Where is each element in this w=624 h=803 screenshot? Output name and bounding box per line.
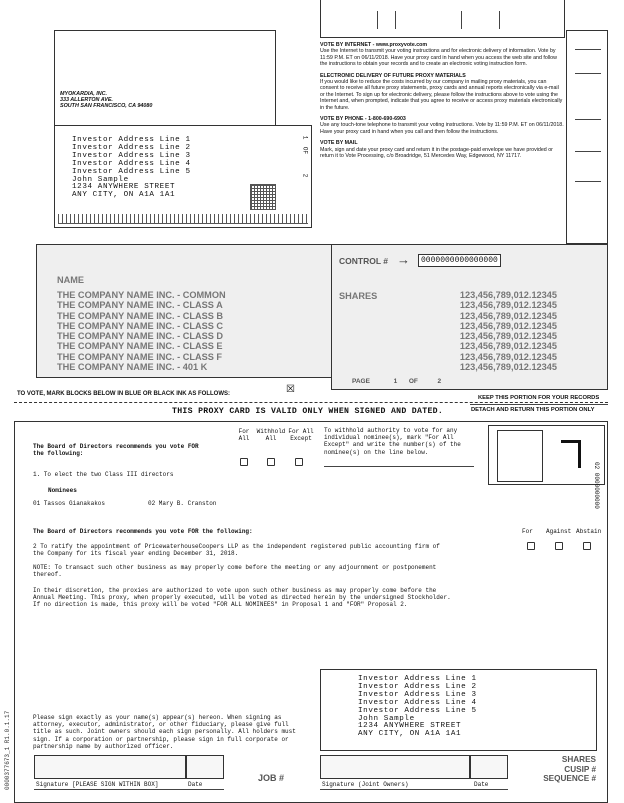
share-value: 123,456,789,012.12345 [459, 351, 557, 362]
sender-panel [54, 30, 276, 126]
grid-barcode [250, 184, 276, 210]
sender-name: MYOKARDIA, INC. [60, 91, 108, 97]
doc-code: 0000377673_1 R1.0.1.17 [4, 710, 11, 790]
page-of: OF [408, 378, 418, 385]
withhold-write-line[interactable] [324, 466, 474, 467]
detach-dashed-line [14, 402, 608, 403]
control-number: 0000000000000000 [418, 254, 501, 267]
valid-only-text: THIS PROXY CARD IS VALID ONLY WHEN SIGNED AND DATED. [172, 407, 444, 416]
signature-joint-box[interactable] [320, 755, 470, 779]
mail-body: Mark, sign and date your proxy card and return it in the postage-paid envelope we have provided or return it to Vote Processing, c/o Broadridge, 51 Mercedes Way, Edgewood, NY 11717. [320, 146, 553, 160]
keep-portion-text: KEEP THIS PORTION FOR YOUR RECORDS [478, 395, 600, 401]
nominees-label: Nominees [48, 487, 77, 494]
right-edge-panel [566, 30, 608, 244]
sequence-label: SEQUENCE # [543, 774, 596, 784]
investor-city: ANY CITY, ON A1A 1A1 [358, 730, 462, 739]
sign-instructions: Please sign exactly as your name(s) appear(s) hereon. When signing as attorney, executor, administrator, or other fiduciary, please give full title as such. Joint owners should each sign personally. All holders must sign. If a corporation or partnership, please sign in full corporate or partnership name by authorized officer. [33, 714, 296, 750]
nominee-1: 01 Tassos Gianakakos [33, 500, 106, 507]
company-name: THE COMPANY NAME INC. - CLASS C [57, 320, 224, 331]
share-value: 123,456,789,012.12345 [459, 310, 557, 321]
item-2-text: 2 To ratify the appointment of PricewaterhouseCoopers LLP as the independent registered public accounting firm of the Company for its fiscal year ending December 31, 2018. [33, 543, 440, 558]
mark-example-icon: ☒ [286, 384, 295, 395]
share-value: 123,456,789,012.12345 [459, 300, 557, 311]
signature-box[interactable] [34, 755, 186, 779]
sender-street: 333 ALLERTON AVE. [60, 97, 113, 104]
date-box[interactable] [186, 755, 224, 779]
internet-heading: VOTE BY INTERNET - www.proxyvote.com [320, 42, 428, 48]
item2-against-checkbox[interactable] [555, 542, 563, 550]
page-num: 1 [393, 378, 398, 385]
company-name: THE COMPANY NAME INC. - CLASS D [57, 331, 224, 342]
stub-name-header: NAME [57, 275, 85, 285]
shares-list [430, 290, 557, 372]
corner-mark-icon [561, 440, 581, 468]
detach-portion-text: DETACH AND RETURN THIS PORTION ONLY [471, 407, 595, 413]
mail-heading: VOTE BY MAIL [320, 140, 358, 147]
investor-street: 1234 ANYWHERE STREET [358, 722, 462, 731]
side-code: 02 0000000000 [593, 462, 600, 509]
page-total: 2 [437, 378, 442, 385]
ruler-ticks [58, 214, 308, 224]
share-value: 123,456,789,012.12345 [459, 341, 557, 352]
cusip-label: CUSIP # [564, 764, 596, 774]
detach-underline [470, 404, 608, 405]
envelope-page-total: 2 [301, 173, 309, 178]
date-label-2: Date [474, 781, 489, 788]
stub-page-indicator [352, 378, 441, 385]
company-name: THE COMPANY NAME INC. - 401 K [57, 362, 208, 373]
edelivery-heading: ELECTRONIC DELIVERY OF FUTURE PROXY MATERIALS [320, 72, 466, 79]
edelivery-body: If you would like to reduce the costs incurred by our company in mailing proxy materials, you can consent to receive all future proxy statements, proxy cards and annual reports electronically via e-mail or the Internet. To sign up for electronic delivery, please follow the instructions above to vote using the Internet and, when prompted, indicate that you agree to receive or access proxy materials electronically in the future. [320, 79, 563, 111]
investor-line: Investor Address Line 1 [72, 136, 191, 144]
for-all-checkbox[interactable] [240, 458, 248, 466]
barcode-box-top [320, 0, 565, 38]
shares-cusip-sequence [526, 755, 596, 784]
signature-joint-label: Signature (Joint Owners) [322, 781, 409, 788]
mark-instruction: TO VOTE, MARK BLOCKS BELOW IN BLUE OR BLACK INK AS FOLLOWS: [17, 391, 230, 397]
col-for-all-except: For All Except [288, 428, 314, 443]
investor-address-top [72, 137, 191, 200]
envelope-page-marks [300, 134, 310, 179]
withhold-instructions: To withhold authority to vote for any individual nominee(s), mark "For All Except" and write the number(s) of the nominee(s) on the line below. [324, 427, 461, 456]
col-withhold-all: Withhold All [256, 428, 286, 443]
investor-line: Investor Address Line 3 [358, 690, 477, 699]
board-rec-1: The Board of Directors recommends you vote FOR the following: [33, 443, 199, 458]
company-name: THE COMPANY NAME INC. - COMMON [57, 290, 226, 300]
board-rec-2: The Board of Directors recommends you vote FOR the following: [33, 528, 253, 535]
item2-for-checkbox[interactable] [527, 542, 535, 550]
envelope-page-num: 1 [301, 135, 309, 140]
sender-address [60, 91, 152, 110]
job-label: JOB # [258, 773, 285, 783]
investor-line: Investor Address Line 2 [72, 143, 191, 152]
investor-city: ANY CITY, ON A1A 1A1 [72, 191, 176, 200]
col-abstain: Abstain [576, 528, 602, 535]
signature-label: Signature [PLEASE SIGN WITHIN BOX] [36, 781, 159, 788]
share-value: 123,456,789,012.12345 [459, 362, 557, 373]
shares-label: SHARES [339, 291, 378, 301]
investor-address-bottom [358, 676, 477, 739]
investor-street: 1234 ANYWHERE STREET [72, 183, 176, 192]
investor-line: Investor Address Line 2 [358, 682, 477, 691]
voting-instructions [320, 42, 564, 160]
nominee-2: 02 Mary B. Cranston [148, 500, 217, 507]
item-1-text: 1. To elect the two Class III directors [33, 471, 174, 478]
investor-name: John Sample [72, 175, 129, 184]
for-all-except-checkbox[interactable] [295, 458, 303, 466]
note-text: NOTE: To transact such other business as may properly come before the meeting or any adjournment or postponement thereof. [33, 564, 437, 579]
phone-body: Use any touch-tone telephone to transmit your voting instructions. Vote by 11:59 P.M. ET on 06/11/2018. Have your proxy card in hand when you call and then follow the instructions. [320, 122, 564, 135]
control-label: CONTROL # [339, 256, 388, 266]
withhold-all-checkbox[interactable] [267, 458, 275, 466]
col-against: Against [546, 528, 572, 535]
item2-abstain-checkbox[interactable] [583, 542, 591, 550]
ballot-inner-frame [488, 425, 605, 485]
investor-line: Investor Address Line 5 [358, 706, 477, 715]
investor-name: John Sample [358, 714, 415, 723]
date-joint-box[interactable] [470, 755, 508, 779]
company-name: THE COMPANY NAME INC. - CLASS F [57, 351, 223, 362]
stub-company-list [57, 290, 226, 372]
investor-line: Investor Address Line 3 [72, 151, 191, 160]
share-value: 123,456,789,012.12345 [459, 290, 557, 300]
share-value: 123,456,789,012.12345 [459, 331, 557, 342]
company-name: THE COMPANY NAME INC. - CLASS B [57, 310, 224, 321]
col-for-all: For All [238, 428, 250, 443]
investor-line: Investor Address Line 1 [358, 675, 477, 683]
envelope-page-of: OF [301, 146, 309, 155]
company-name: THE COMPANY NAME INC. - CLASS E [57, 341, 223, 352]
shares-footer-label: SHARES [561, 755, 596, 764]
company-name: THE COMPANY NAME INC. - CLASS A [57, 300, 223, 311]
sender-city: SOUTH SAN FRANCISCO, CA 94080 [60, 103, 153, 110]
internet-body: Use the Internet to transmit your voting instructions and for electronic delivery of information. Vote by 11:59 P.M. ET on 06/11/2018. Have your proxy card in hand when you access the web site and follow the instructions to obtain your records and to create an electronic voting instruction form. [320, 48, 557, 68]
signature-joint-line [320, 789, 508, 790]
signature-line [34, 789, 224, 790]
investor-line: Investor Address Line 4 [72, 159, 191, 168]
phone-heading: VOTE BY PHONE - 1-800-690-6903 [320, 116, 406, 123]
col-for: For [522, 528, 533, 535]
control-arrow-icon: → [397, 252, 410, 267]
share-value: 123,456,789,012.12345 [459, 320, 557, 331]
investor-line: Investor Address Line 5 [72, 167, 191, 176]
discretion-text: In their discretion, the proxies are authorized to vote upon such other business as may properly come before the Annual Meeting. This proxy, when properly executed, will be voted as directed herein by the undersigned Stockholder. If no direction is made, this proxy will be voted "FOR ALL NOMINEES" in Proposal 1 and "FOR" Proposal 2. [33, 587, 451, 609]
barcode-box-ballot [497, 430, 543, 482]
date-label: Date [188, 781, 203, 788]
investor-line: Investor Address Line 4 [358, 698, 477, 707]
page-label: PAGE [352, 378, 370, 385]
